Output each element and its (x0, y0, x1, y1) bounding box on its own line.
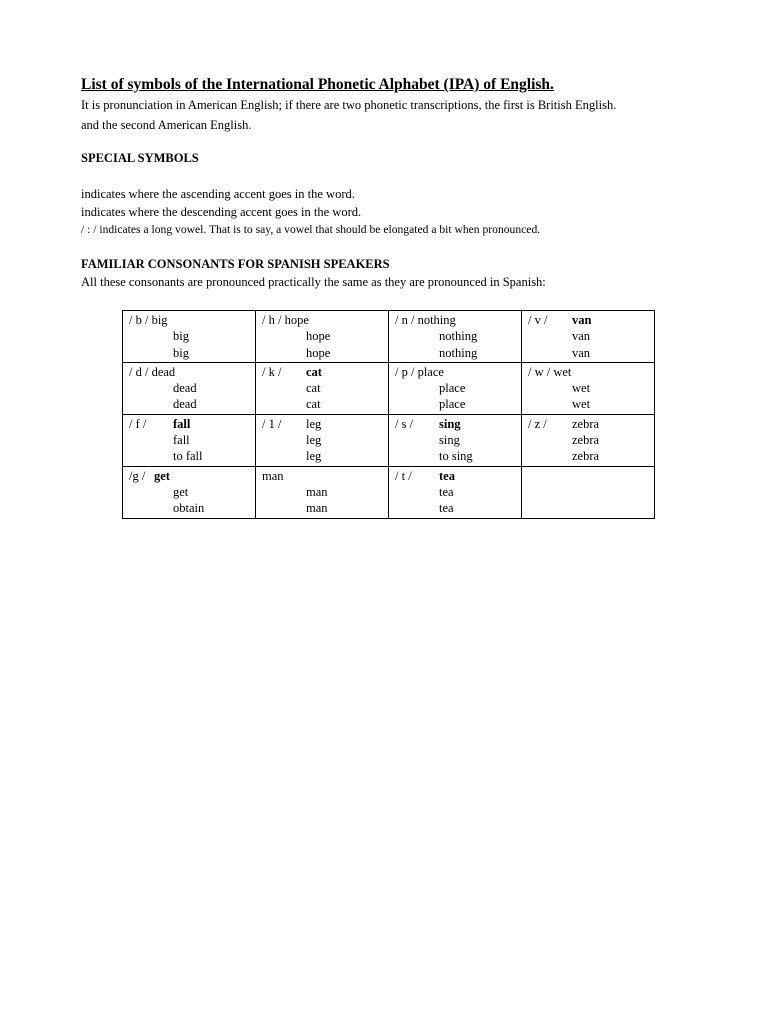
phoneme-symbol: / w / wet (528, 364, 572, 379)
example-line: dead (173, 397, 197, 412)
phoneme-symbol: / k / (262, 364, 282, 379)
example-word: get (154, 468, 170, 483)
example-line: cat (306, 397, 321, 412)
table-cell (389, 362, 522, 414)
example-word: cat (306, 364, 322, 379)
example-line: obtain (173, 501, 205, 516)
consonants-table (122, 310, 655, 519)
table-cell (123, 311, 256, 363)
phoneme-symbol: / n / nothing (395, 313, 456, 327)
example-line: big (173, 345, 189, 360)
example-line: zebra (572, 449, 600, 464)
example-line (528, 484, 654, 500)
example-line: to fall (173, 449, 203, 464)
example-line: leg (306, 433, 322, 448)
example-line: wet (572, 397, 591, 412)
long-vowel-note: / : / indicates a long vowel. That is to say, a vowel that should be elongated a bit when pronounced. (81, 223, 541, 236)
table-cell (256, 311, 389, 363)
table-cell (389, 414, 522, 466)
example-line: tea (439, 501, 454, 516)
phoneme-symbol: / p / place (395, 364, 444, 379)
phoneme-symbol: / v / (528, 313, 548, 327)
phoneme-symbol: / b / big (129, 313, 168, 327)
table-row (123, 414, 655, 466)
example-line: nothing (439, 329, 478, 344)
example-line: place (439, 397, 466, 412)
example-word: sing (439, 416, 461, 431)
table-cell (522, 311, 655, 363)
example-word: fall (173, 416, 191, 431)
example-line: hope (306, 345, 331, 360)
familiar-consonants-heading: FAMILIAR CONSONANTS FOR SPANISH SPEAKERS (81, 257, 390, 271)
phoneme-symbol: / t / (395, 468, 412, 483)
example-line: tea (439, 484, 454, 499)
example-line: big (173, 329, 189, 344)
example-word: zebra (572, 416, 600, 431)
example-line (528, 500, 654, 516)
phoneme-symbol: / s / (395, 416, 414, 431)
table-cell (123, 414, 256, 466)
example-line: man (306, 501, 328, 516)
example-line: nothing (439, 345, 478, 360)
phoneme-symbol: / z / (528, 416, 547, 431)
example-line: leg (306, 449, 322, 464)
phoneme-symbol: man (262, 468, 284, 483)
example-line: wet (572, 381, 591, 396)
example-line: dead (173, 381, 197, 396)
descending-accent-note: indicates where the descending accent goes in the word. (81, 205, 362, 219)
table-cell (522, 362, 655, 414)
example-line: place (439, 381, 466, 396)
phoneme-symbol: / f / (129, 416, 147, 431)
example-line: get (173, 484, 189, 499)
table-row (123, 362, 655, 414)
example-line: man (306, 484, 328, 499)
table-cell-empty (522, 466, 655, 518)
table-cell (256, 414, 389, 466)
phoneme-symbol: / 1 / (262, 416, 282, 431)
example-line: to sing (439, 449, 473, 464)
example-word: leg (306, 416, 322, 431)
example-line: van (572, 329, 591, 344)
table-row (123, 466, 655, 518)
example-line: zebra (572, 433, 600, 448)
example-line: sing (439, 433, 460, 448)
table-row (123, 311, 655, 363)
intro-line-2: and the second American English. (81, 118, 252, 132)
table-cell (522, 414, 655, 466)
example-line: cat (306, 381, 321, 396)
example-word: tea (439, 468, 455, 483)
table-cell (123, 362, 256, 414)
table-cell (389, 311, 522, 363)
table-cell (256, 466, 389, 518)
phoneme-symbol: /g / (129, 468, 146, 483)
table-cell (389, 466, 522, 518)
table-cell (256, 362, 389, 414)
example-line: hope (306, 329, 331, 344)
page-title: List of symbols of the International Phonetic Alphabet (IPA) of English. (81, 76, 554, 93)
example-line: van (572, 345, 591, 360)
example-line: fall (173, 433, 190, 448)
familiar-consonants-description: All these consonants are pronounced practically the same as they are pronounced in Spanish: (81, 275, 546, 289)
ascending-accent-note: indicates where the ascending accent goes in the word. (81, 187, 355, 201)
table-cell (123, 466, 256, 518)
phoneme-symbol: / h / hope (262, 313, 309, 327)
intro-line-1: It is pronunciation in American English; if there are two phonetic transcriptions, the first is British English. (81, 98, 617, 112)
special-symbols-heading: SPECIAL SYMBOLS (81, 151, 199, 165)
phoneme-symbol: / d / dead (129, 364, 176, 379)
example-word: van (572, 313, 592, 327)
